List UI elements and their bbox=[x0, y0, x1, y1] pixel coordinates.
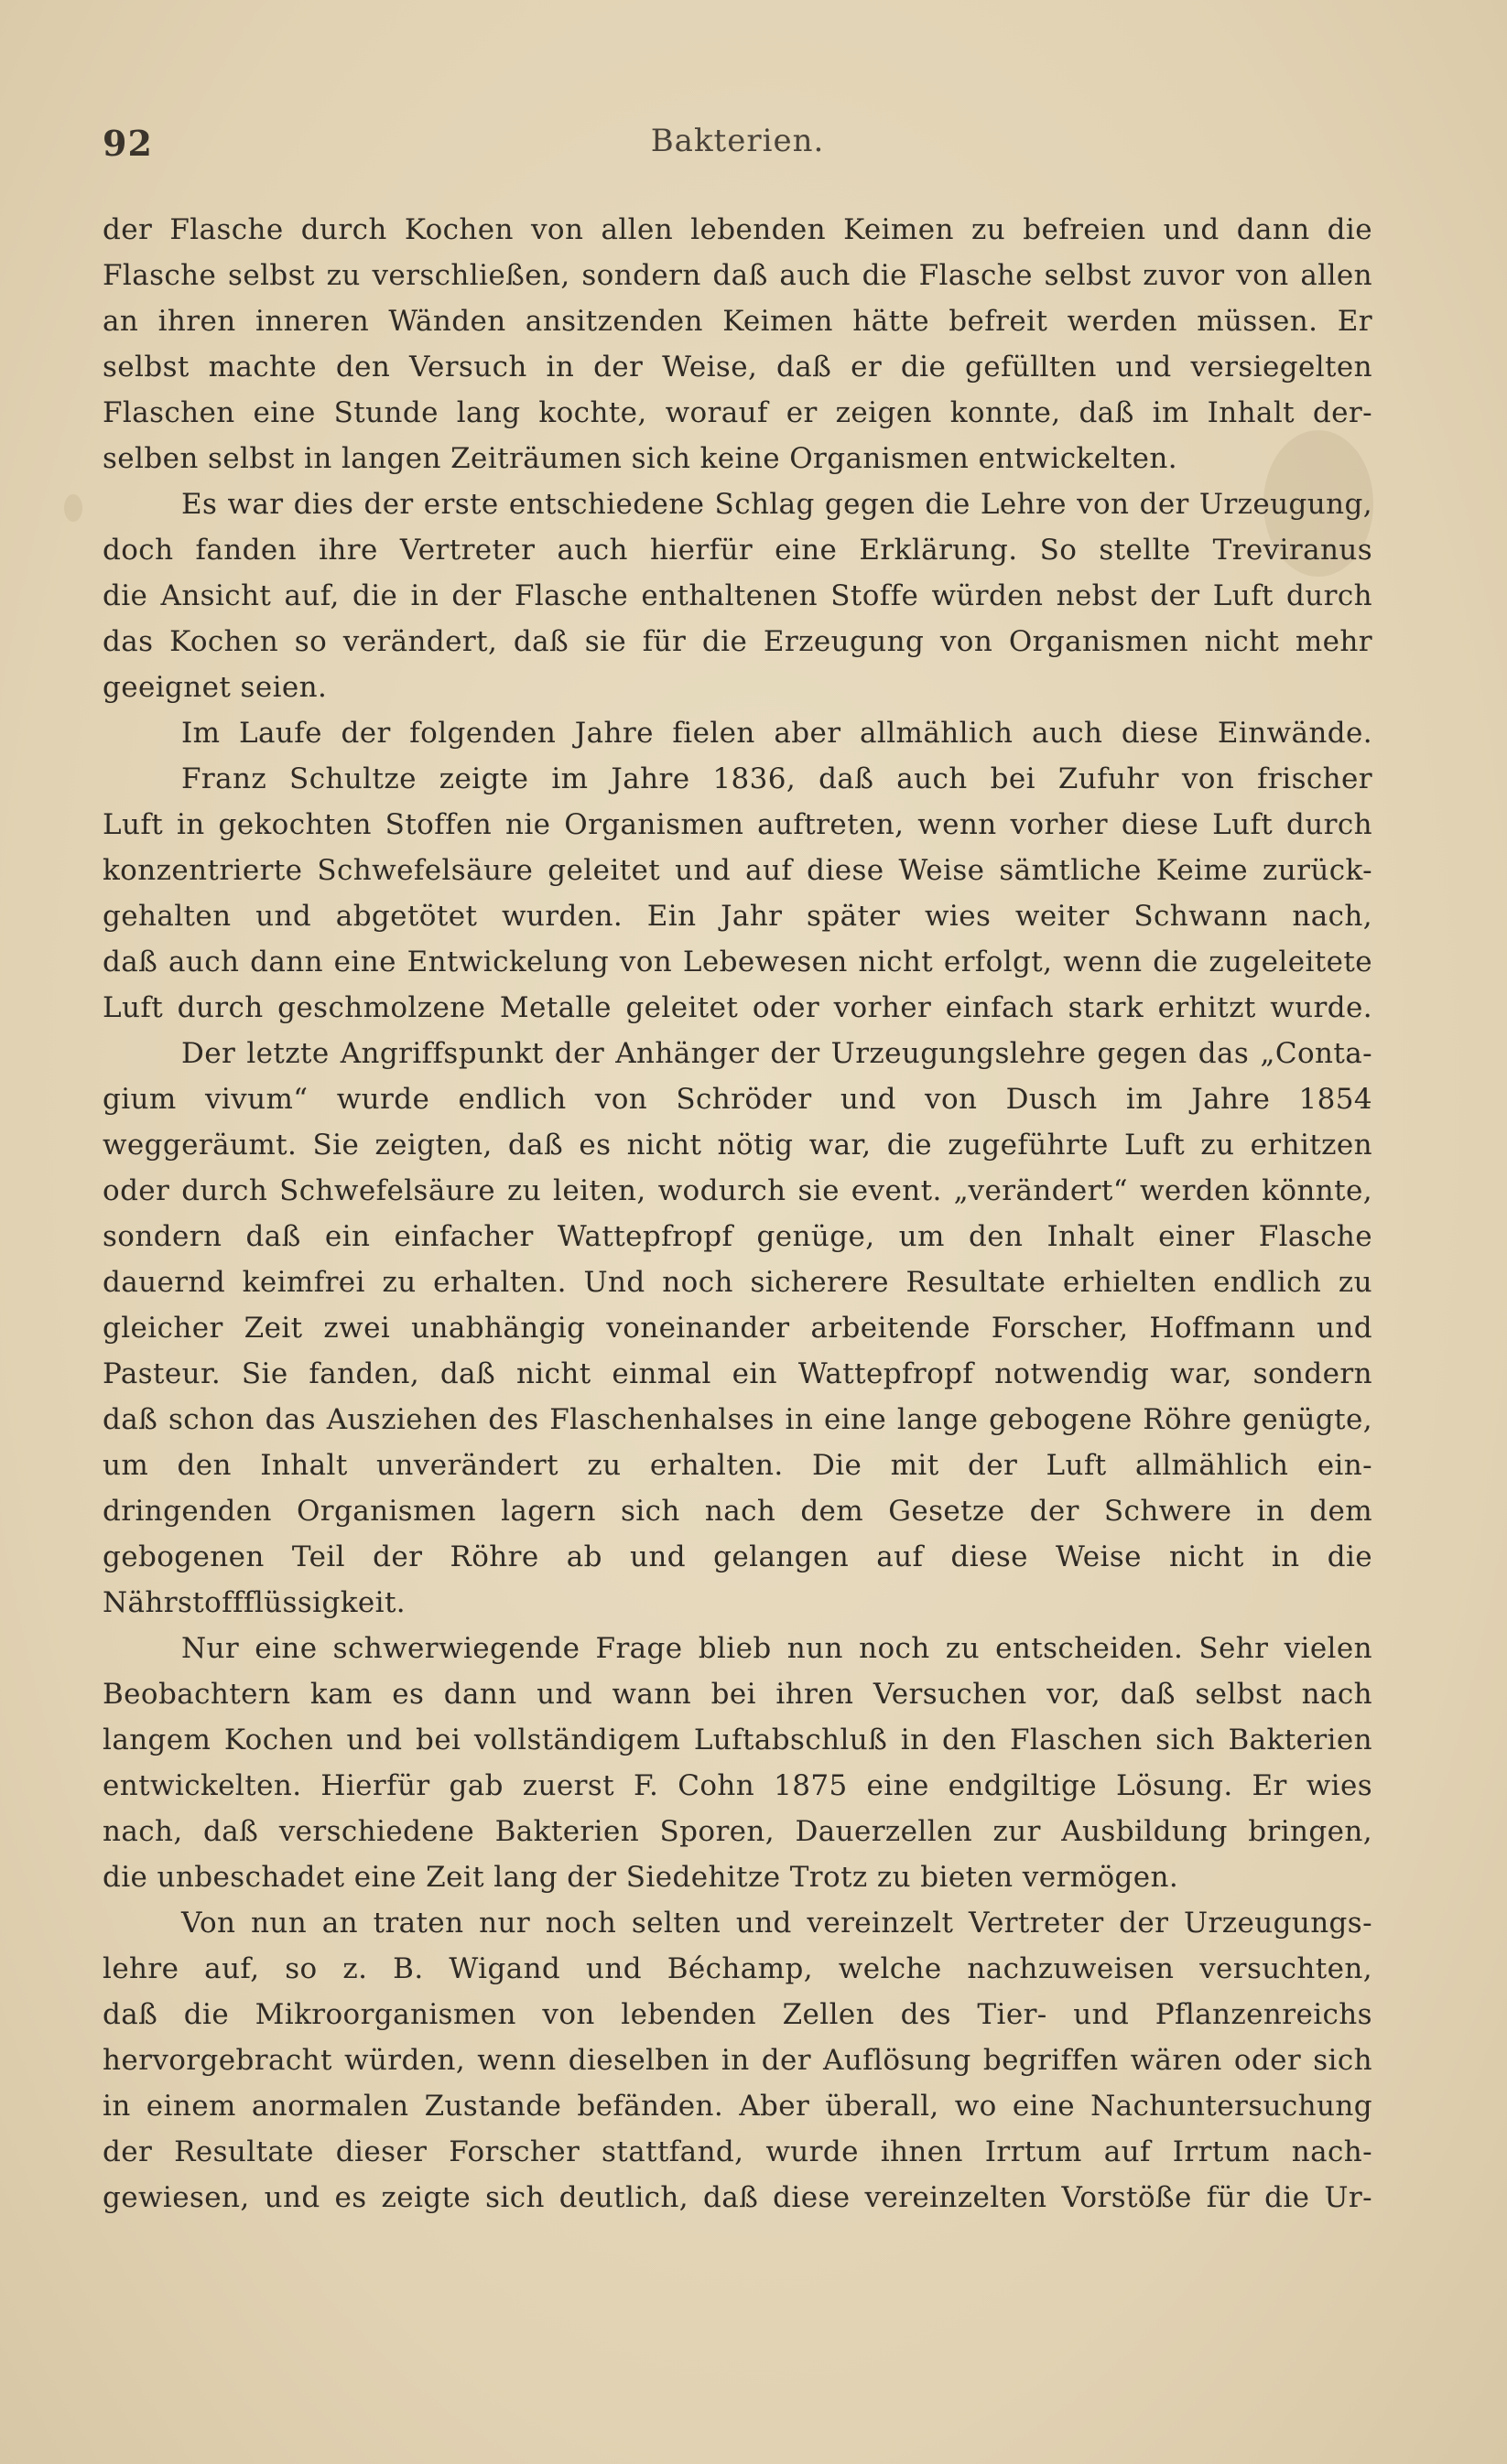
text-line: geeignet seien. bbox=[103, 671, 328, 704]
text-line: der Flasche durch Kochen von allen lebenden Keimen zu befreien und dann die bbox=[103, 213, 1372, 246]
text-line: Beobachtern kam es dann und wann bei ihren Versuchen vor, daß selbst nach bbox=[103, 1678, 1372, 1711]
text-line: an ihren inneren Wänden ansitzenden Keimen hätte befreit werden müssen. Er bbox=[103, 305, 1372, 338]
text-line: das Kochen so verändert, daß sie für die Erzeugung von Organismen nicht mehr bbox=[103, 625, 1372, 658]
text-line: Pasteur. Sie fanden, daß nicht einmal ein Wattepfropf notwendig war, sondern bbox=[103, 1357, 1372, 1390]
text-line: Flasche selbst zu verschließen, sondern daß auch die Flasche selbst zuvor von allen bbox=[103, 259, 1372, 292]
text-line: um den Inhalt unverändert zu erhalten. Die mit der Luft allmählich ein- bbox=[103, 1449, 1372, 1482]
page-number: 92 bbox=[103, 123, 153, 164]
text-line: die Ansicht auf, die in der Flasche enthaltenen Stoffe würden nebst der Luft durch bbox=[103, 579, 1372, 612]
text-line: Nur eine schwerwiegende Frage blieb nun noch zu entscheiden. Sehr vielen bbox=[181, 1632, 1372, 1665]
text-line: daß die Mikroorganismen von lebenden Zellen des Tier- und Pflanzenreichs bbox=[103, 1998, 1372, 2031]
text-line: Es war dies der erste entschiedene Schlag gegen die Lehre von der Urzeugung, bbox=[181, 488, 1372, 521]
text-line: gium vivum“ wurde endlich von Schröder und von Dusch im Jahre 1854 bbox=[103, 1083, 1372, 1116]
body-text bbox=[103, 207, 1372, 2221]
text-line: Luft in gekochten Stoffen nie Organismen auftreten, wenn vorher diese Luft durch bbox=[103, 808, 1372, 841]
text-line: doch fanden ihre Vertreter auch hierfür eine Erklärung. So stellte Treviranus bbox=[103, 534, 1372, 567]
text-line: Franz Schultze zeigte im Jahre 1836, daß auch bei Zufuhr von frischer bbox=[181, 762, 1372, 795]
text-line: daß schon das Ausziehen des Flaschenhalses in eine lange gebogene Röhre genügte, bbox=[103, 1403, 1372, 1436]
text-line: Flaschen eine Stunde lang kochte, worauf er zeigen konnte, daß im Inhalt der- bbox=[103, 396, 1372, 429]
text-line: daß auch dann eine Entwickelung von Lebewesen nicht erfolgt, wenn die zugeleitete bbox=[103, 946, 1372, 978]
text-line: in einem anormalen Zustande befänden. Aber überall, wo eine Nachuntersuchung bbox=[103, 2090, 1372, 2123]
text-line: Im Laufe der folgenden Jahre fielen aber allmählich auch diese Einwände. bbox=[181, 717, 1372, 750]
text-line: Luft durch geschmolzene Metalle geleitet oder vorher einfach stark erhitzt wurde. bbox=[103, 991, 1372, 1024]
text-line: gewiesen, und es zeigte sich deutlich, daß diese vereinzelten Vorstöße für die Ur- bbox=[103, 2181, 1372, 2214]
text-line: konzentrierte Schwefelsäure geleitet und auf diese Weise sämtliche Keime zurück- bbox=[103, 854, 1372, 887]
text-line: langem Kochen und bei vollständigem Luftabschluß in den Flaschen sich Bakterien bbox=[103, 1724, 1372, 1756]
text-line: nach, daß verschiedene Bakterien Sporen, Dauerzellen zur Ausbildung bringen, bbox=[103, 1815, 1372, 1848]
text-line: gehalten und abgetötet wurden. Ein Jahr später wies weiter Schwann nach, bbox=[103, 900, 1372, 933]
text-line: gebogenen Teil der Röhre ab und gelangen auf diese Weise nicht in die bbox=[103, 1540, 1372, 1573]
text-line: Nährstoffflüssigkeit. bbox=[103, 1586, 407, 1619]
text-line: sondern daß ein einfacher Wattepfropf genüge, um den Inhalt einer Flasche bbox=[103, 1220, 1372, 1253]
paper-stain bbox=[64, 494, 82, 522]
text-line: oder durch Schwefelsäure zu leiten, wodurch sie event. „verändert“ werden könnte, bbox=[103, 1174, 1372, 1207]
text-line: der Resultate dieser Forscher stattfand, wurde ihnen Irrtum auf Irrtum nach- bbox=[103, 2135, 1372, 2168]
text-line: weggeräumt. Sie zeigten, daß es nicht nötig war, die zugeführte Luft zu erhitzen bbox=[103, 1129, 1372, 1162]
text-line: selbst machte den Versuch in der Weise, daß er die gefüllten und versiegelten bbox=[103, 351, 1372, 384]
running-head: Bakterien. bbox=[650, 123, 825, 159]
page-header bbox=[103, 117, 1372, 172]
text-line: Der letzte Angriffspunkt der Anhänger der Urzeugungslehre gegen das „Conta- bbox=[181, 1037, 1372, 1070]
text-line: Von nun an traten nur noch selten und vereinzelt Vertreter der Urzeugungs- bbox=[181, 1907, 1372, 1940]
text-line: hervorgebracht würden, wenn dieselben in der Auflösung begriffen wären oder sich bbox=[103, 2044, 1372, 2077]
text-line: selben selbst in langen Zeiträumen sich keine Organismen entwickelten. bbox=[103, 442, 1177, 475]
text-line: die unbeschadet eine Zeit lang der Siedehitze Trotz zu bieten vermögen. bbox=[103, 1861, 1179, 1894]
text-line: dauernd keimfrei zu erhalten. Und noch sicherere Resultate erhielten endlich zu bbox=[103, 1266, 1372, 1299]
text-line: gleicher Zeit zwei unabhängig voneinander arbeitende Forscher, Hoffmann und bbox=[103, 1312, 1372, 1345]
text-line: dringenden Organismen lagern sich nach dem Gesetze der Schwere in dem bbox=[103, 1495, 1372, 1528]
text-line: lehre auf, so z. B. Wigand und Béchamp, welche nachzuweisen versuchten, bbox=[103, 1952, 1372, 1985]
text-line: entwickelten. Hierfür gab zuerst F. Cohn 1875 eine endgiltige Lösung. Er wies bbox=[103, 1769, 1372, 1802]
